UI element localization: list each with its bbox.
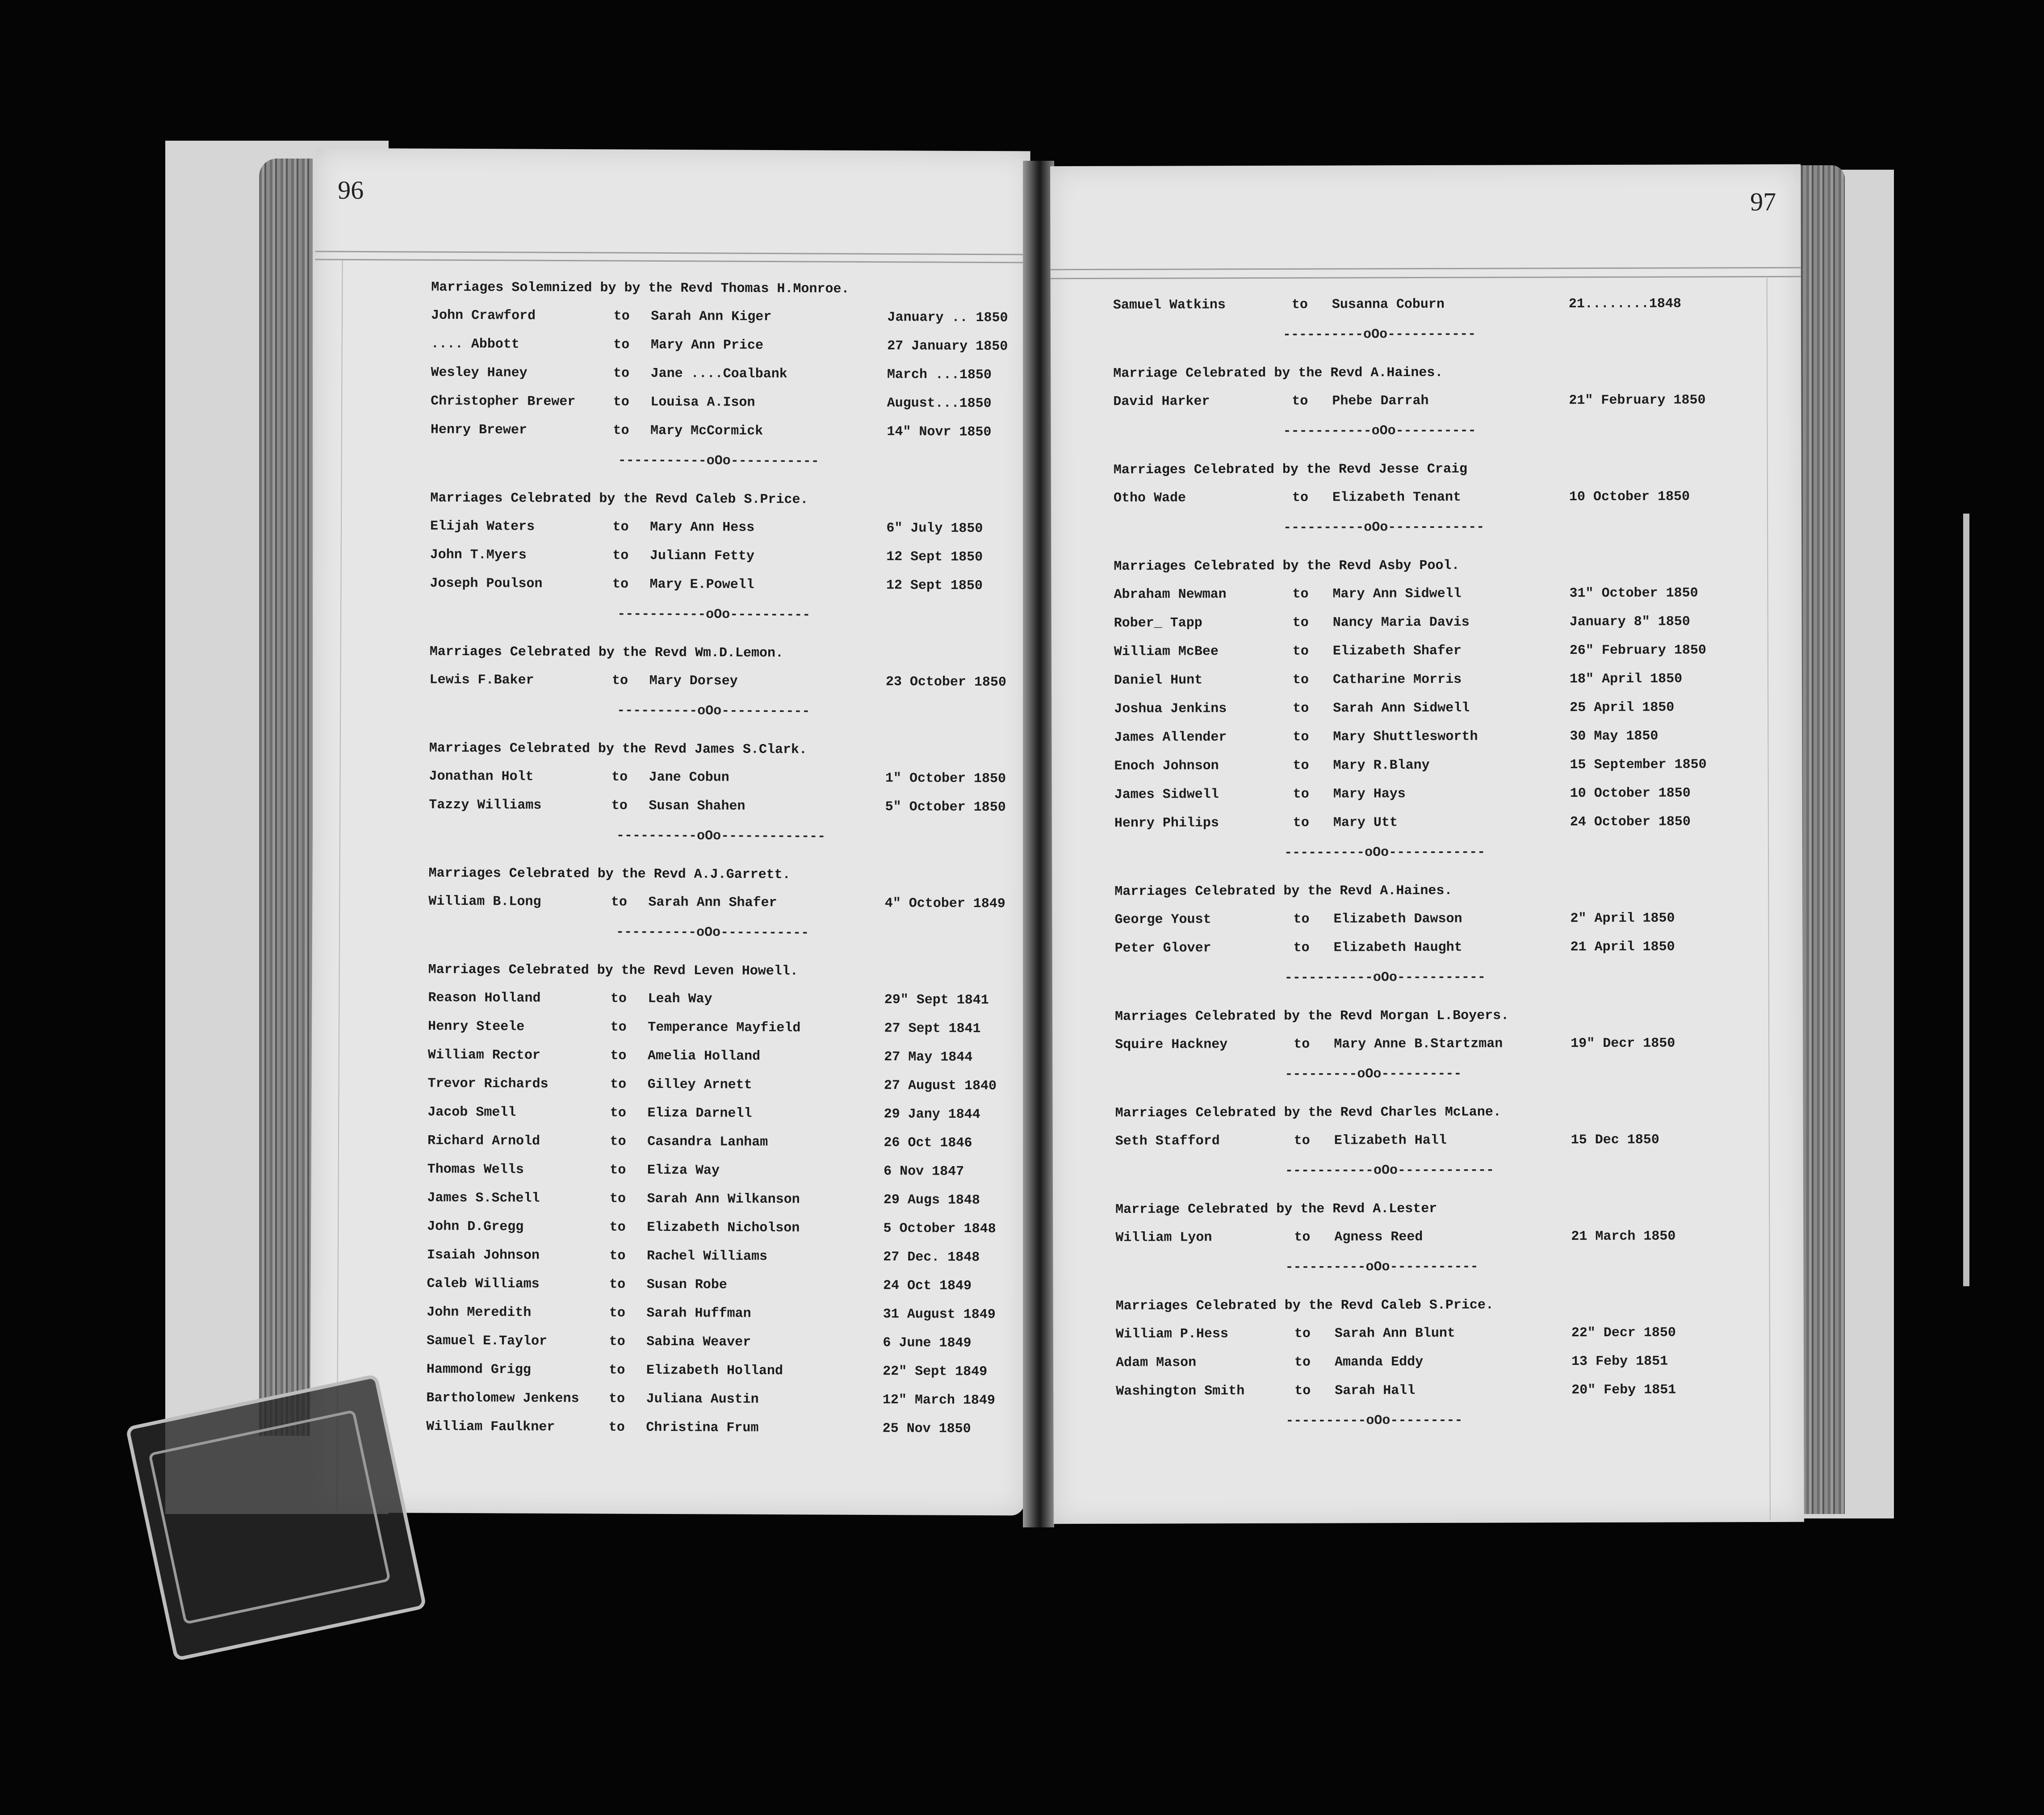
section-heading: Marriage Celebrated by the Revd A.Haines. — [1113, 365, 1443, 381]
section-heading: Marriages Celebrated by the Revd Caleb S.Price. — [430, 490, 808, 508]
bride-name: Mary Ann Sidwell — [1332, 586, 1462, 602]
marriage-date: 13 Feby 1851 — [1571, 1354, 1668, 1370]
connector-text: to — [612, 769, 628, 785]
groom-name: Jacob Smell — [427, 1104, 516, 1121]
bride-name: Mary Anne B.Startzman — [1334, 1036, 1503, 1052]
connector-text: to — [612, 548, 629, 564]
section-divider: ----------oOo--------- — [1286, 1413, 1463, 1429]
connector-text: to — [1293, 701, 1309, 716]
marriage-entry — [428, 984, 1009, 1015]
section-divider: ----------oOo------------- — [616, 828, 826, 845]
groom-name: Lewis F.Baker — [429, 672, 534, 688]
marriage-entry — [429, 762, 1009, 794]
section-divider: ----------oOo------------ — [1284, 845, 1486, 861]
section-divider: ----------oOo----------- — [616, 924, 809, 941]
bride-name: Eliza Darnell — [647, 1105, 752, 1121]
marriage-date: 10 October 1850 — [1569, 489, 1690, 505]
book-gutter — [1023, 161, 1054, 1527]
groom-name: James Allender — [1114, 730, 1227, 745]
bride-name: Nancy Maria Davis — [1332, 615, 1470, 631]
marriage-entry — [1116, 1376, 1741, 1406]
groom-name: Samuel Watkins — [1113, 297, 1226, 313]
groom-name: Daniel Hunt — [1114, 673, 1203, 688]
section-heading: Marriages Celebrated by the Revd Asby Pool. — [1114, 558, 1460, 574]
marriage-entry — [1115, 1125, 1741, 1156]
groom-name: Peter Glover — [1114, 941, 1211, 956]
bride-name: Mary McCormick — [650, 423, 763, 439]
marriage-entry — [1115, 1029, 1740, 1059]
marriage-entry — [427, 1070, 1008, 1101]
header-rule — [1051, 276, 1801, 279]
marriage-date: 25 April 1850 — [1570, 700, 1675, 716]
groom-name: Joseph Poulson — [430, 576, 543, 592]
section-divider: ----------oOo----------- — [1285, 1259, 1479, 1275]
section-divider: -----------oOo------------ — [1285, 1163, 1495, 1179]
connector-text: to — [610, 1048, 627, 1064]
bride-name: Elizabeth Shafer — [1332, 643, 1462, 659]
marriage-date: 10 October 1850 — [1570, 786, 1691, 802]
bride-name: Sarah Huffman — [646, 1305, 751, 1322]
marriage-date: 5 October 1848 — [883, 1221, 996, 1237]
groom-name: Henry Steele — [428, 1019, 525, 1035]
marriage-entry — [427, 1098, 1008, 1129]
groom-name: .... Abbott — [431, 336, 519, 352]
groom-name: Samuel E.Taylor — [426, 1333, 548, 1349]
section-heading: Marriages Celebrated by the Revd Charles McLane. — [1115, 1104, 1501, 1121]
groom-name: John Crawford — [431, 308, 536, 324]
marriage-entry — [427, 1241, 1008, 1272]
connector-text: to — [613, 394, 629, 410]
groom-name: John Meredith — [427, 1305, 532, 1321]
groom-name: Joshua Jenkins — [1114, 701, 1227, 717]
groom-name: Isaiah Johnson — [427, 1247, 540, 1263]
right-page — [1050, 164, 1804, 1524]
marriage-date: 25 Nov 1850 — [882, 1421, 971, 1437]
bride-name: Agness Reed — [1334, 1230, 1423, 1245]
marriage-date: 23 October 1850 — [885, 674, 1007, 690]
register-section — [430, 274, 1012, 483]
connector-text: to — [610, 1020, 627, 1035]
groom-name: Thomas Wells — [427, 1162, 524, 1178]
bride-name: Amelia Holland — [647, 1048, 761, 1064]
groom-name: Otho Wade — [1113, 490, 1186, 506]
bride-name: Elizabeth Dawson — [1333, 911, 1462, 927]
marriage-entry — [1113, 289, 1738, 320]
groom-name: Caleb Williams — [427, 1276, 540, 1292]
bride-name: Elizabeth Haught — [1333, 940, 1462, 956]
register-section — [1113, 358, 1739, 452]
marriage-date: 29 Augs 1848 — [883, 1192, 980, 1209]
section-divider: ----------oOo----------- — [1282, 326, 1476, 343]
groom-name: Reason Holland — [428, 990, 541, 1006]
marriage-entry — [427, 1155, 1008, 1187]
marriage-entry — [426, 1384, 1007, 1415]
section-heading: Marriage Celebrated by the Revd A.Lester — [1115, 1201, 1437, 1217]
section-heading: Marriages Celebrated by the Revd A.J.Garrett. — [428, 866, 791, 883]
groom-name: Elijah Waters — [430, 519, 535, 535]
marriage-entry — [428, 1012, 1009, 1044]
marriage-entry — [1114, 779, 1740, 809]
connector-text: to — [1294, 1326, 1311, 1342]
marriage-date: 22" Decr 1850 — [1571, 1325, 1676, 1341]
groom-name: William B.Long — [428, 894, 541, 910]
marriage-entry — [427, 1327, 1007, 1358]
marriage-date: 14" Novr 1850 — [887, 424, 992, 440]
bride-name: Sarah Ann Shafer — [648, 895, 777, 911]
register-section — [1113, 289, 1738, 355]
groom-name: James S.Schell — [427, 1190, 540, 1206]
marriage-entry — [1114, 750, 1739, 781]
marriage-entry — [427, 1270, 1007, 1301]
bride-name: Susan Robe — [646, 1277, 727, 1293]
marriage-entry — [1114, 607, 1739, 638]
connector-text: to — [1294, 1037, 1310, 1052]
groom-name: John D.Gregg — [427, 1219, 524, 1235]
connector-text: to — [608, 1420, 625, 1435]
marriage-entry — [1113, 386, 1738, 416]
marriage-date: 29 Jany 1844 — [884, 1107, 980, 1123]
connector-text: to — [1294, 1355, 1311, 1370]
marriage-date: 30 May 1850 — [1570, 728, 1659, 744]
register-section — [429, 735, 1010, 858]
connector-text: to — [613, 309, 630, 324]
groom-name: James Sidwell — [1114, 787, 1219, 803]
groom-name: George Youst — [1114, 912, 1211, 928]
section-heading: Marriages Celebrated by the Revd Caleb S.Price. — [1115, 1297, 1494, 1314]
connector-text: to — [612, 673, 628, 689]
section-divider: ----------oOo----------- — [617, 703, 810, 719]
margin-rule — [336, 260, 343, 1510]
groom-name: Rober_ Tapp — [1114, 615, 1202, 631]
connector-text: to — [609, 1220, 626, 1235]
register-section — [1116, 1291, 1742, 1442]
header-rule — [315, 251, 1030, 255]
connector-text: to — [608, 1391, 625, 1407]
connector-text: to — [1293, 815, 1309, 831]
marriage-entry — [431, 301, 1012, 333]
groom-name: Washington Smith — [1116, 1384, 1245, 1399]
page-number: 97 — [1750, 187, 1776, 217]
register-section — [429, 638, 1010, 733]
bride-name: Jane ....Coalbank — [650, 366, 787, 382]
header-rule — [315, 259, 1030, 263]
connector-text: to — [1292, 490, 1309, 506]
register-section — [1115, 1194, 1741, 1288]
marriage-date: 24 October 1850 — [1570, 814, 1691, 830]
section-heading: Marriages Solemnized by by the Revd Thomas H.Monroe. — [431, 280, 850, 297]
connector-text: to — [1291, 297, 1308, 313]
bride-name: Sabina Weaver — [646, 1334, 751, 1350]
connector-text: to — [609, 1277, 626, 1292]
connector-text: to — [612, 577, 629, 592]
section-divider: ---------oOo---------- — [1285, 1066, 1462, 1082]
marriage-entry — [429, 791, 1009, 822]
connector-text: to — [609, 1248, 626, 1264]
register-section — [1114, 551, 1740, 874]
bride-name: Elizabeth Holland — [646, 1363, 783, 1379]
groom-name: Adam Mason — [1115, 1355, 1197, 1371]
connector-text: to — [609, 1363, 625, 1378]
left-page-content — [426, 274, 1012, 1448]
groom-name: Henry Brewer — [430, 422, 528, 438]
marriage-entry — [426, 1413, 1007, 1444]
marriage-date: 31 August 1849 — [883, 1307, 996, 1323]
section-heading: Marriages Celebrated by the Revd Morgan L.Boyers. — [1114, 1008, 1509, 1025]
bride-name: Susanna Coburn — [1332, 297, 1445, 313]
marriage-entry — [430, 541, 1011, 572]
page-clip-frame — [148, 1409, 391, 1625]
marriage-entry — [428, 1041, 1009, 1072]
groom-name: Trevor Richards — [427, 1076, 549, 1092]
register-section — [1114, 455, 1739, 548]
marriage-date: 2" April 1850 — [1570, 911, 1675, 927]
groom-name: Abraham Newman — [1114, 587, 1227, 602]
groom-name: Enoch Johnson — [1114, 758, 1219, 774]
register-section — [1115, 1001, 1741, 1095]
connector-text: to — [610, 1105, 626, 1121]
groom-name: Seth Stafford — [1115, 1133, 1220, 1149]
connector-text: to — [613, 366, 630, 381]
marriage-entry — [427, 1298, 1007, 1330]
marriage-entry — [1114, 579, 1739, 609]
groom-name: Wesley Haney — [431, 365, 528, 381]
section-divider: -----------oOo---------- — [1283, 423, 1476, 439]
groom-name: Richard Arnold — [427, 1133, 540, 1149]
margin-rule — [1767, 278, 1771, 1520]
register-section — [426, 956, 1009, 1444]
connector-text: to — [1293, 912, 1310, 927]
section-heading: Marriages Celebrated by the Revd Leven Howell. — [428, 962, 798, 979]
connector-text: to — [1294, 1383, 1311, 1399]
marriage-date: January 8" 1850 — [1569, 614, 1690, 630]
connector-text: to — [1292, 672, 1309, 688]
marriage-entry — [1114, 482, 1739, 513]
marriage-entry — [431, 330, 1012, 361]
page-edges-left — [259, 159, 313, 1436]
bride-name: Catharine Morris — [1332, 672, 1462, 688]
section-divider: ----------oOo------------ — [1283, 519, 1485, 535]
bride-name: Christina Frum — [646, 1420, 759, 1436]
bride-name: Sarah Ann Blunt — [1334, 1326, 1455, 1342]
marriage-date: 26 Oct 1846 — [884, 1135, 972, 1151]
marriage-date: 27 May 1844 — [884, 1050, 973, 1065]
groom-name: William Faulkner — [426, 1419, 555, 1435]
connector-text: to — [1292, 644, 1309, 659]
bride-name: Casandra Lanham — [647, 1134, 768, 1150]
connector-text: to — [1292, 393, 1308, 409]
bride-name: Eliza Way — [647, 1163, 720, 1179]
bride-name: Sarah Ann Wilkanson — [647, 1191, 800, 1208]
marriage-date: March ...1850 — [887, 367, 992, 383]
section-divider: -----------oOo----------- — [1284, 970, 1486, 986]
bride-name: Mary E.Powell — [649, 577, 754, 593]
bride-name: Phebe Darrah — [1332, 393, 1429, 409]
connector-text: to — [1292, 586, 1309, 602]
marriage-date: August...1850 — [887, 396, 992, 412]
groom-name: William Rector — [427, 1047, 540, 1063]
marriage-date: 21 March 1850 — [1571, 1229, 1676, 1245]
bride-name: Elizabeth Hall — [1334, 1133, 1447, 1149]
marriage-entry — [1114, 636, 1739, 666]
page-number: 96 — [338, 175, 364, 205]
bride-name: Louisa A.Ison — [650, 394, 755, 410]
connector-text: to — [610, 1163, 626, 1178]
ruler-strip — [1963, 514, 1969, 1286]
connector-text: to — [1294, 1133, 1310, 1149]
section-divider: -----------oOo---------- — [617, 606, 811, 623]
marriage-entry — [427, 1213, 1008, 1244]
marriage-date: 27 Sept 1841 — [884, 1021, 981, 1037]
bride-name: Sarah Hall — [1335, 1383, 1416, 1399]
marriage-date: 22" Sept 1849 — [883, 1364, 988, 1380]
marriage-entry — [428, 887, 1009, 919]
right-page-content — [1113, 289, 1742, 1446]
marriage-entry — [430, 569, 1010, 601]
connector-text: to — [612, 519, 629, 535]
marriage-entry — [430, 512, 1011, 544]
connector-text: to — [609, 1191, 626, 1207]
marriage-entry — [1114, 807, 1740, 838]
bride-name: Rachel Williams — [646, 1248, 768, 1264]
connector-text: to — [1294, 1230, 1311, 1245]
register-section — [1114, 876, 1740, 999]
bride-name: Mary Ann Price — [650, 337, 764, 353]
marriage-entry — [427, 1355, 1007, 1387]
section-divider: -----------oOo----------- — [618, 453, 819, 469]
groom-name: Jonathan Holt — [429, 769, 534, 785]
bride-name: Amanda Eddy — [1334, 1355, 1424, 1370]
groom-name: William Lyon — [1115, 1230, 1212, 1246]
register-section — [430, 485, 1011, 636]
connector-text: to — [611, 895, 627, 910]
marriage-entry — [1114, 904, 1740, 934]
marriage-date: 27 Dec. 1848 — [883, 1250, 980, 1266]
groom-name: Henry Philips — [1114, 815, 1219, 831]
bride-name: Sarah Ann Kiger — [651, 309, 772, 325]
connector-text: to — [609, 1334, 625, 1350]
bride-name: Juliana Austin — [646, 1391, 759, 1407]
groom-name: Squire Hackney — [1115, 1037, 1228, 1053]
bride-name: Mary Ann Hess — [650, 519, 755, 535]
bride-name: Leah Way — [648, 991, 712, 1007]
connector-text: to — [1293, 786, 1309, 802]
marriage-date: 24 Oct 1849 — [883, 1278, 972, 1294]
bride-name: Mary Shuttlesworth — [1333, 729, 1478, 745]
bride-name: Temperance Mayfield — [648, 1020, 801, 1036]
marriage-date: 21........1848 — [1568, 296, 1681, 312]
marriage-date: 19" Decr 1850 — [1571, 1036, 1675, 1052]
groom-name: Christopher Brewer — [431, 393, 576, 410]
section-heading: Marriages Celebrated by the Revd A.Haines. — [1114, 883, 1453, 899]
header-rule — [1051, 267, 1801, 270]
marriage-entry — [1114, 665, 1739, 695]
bride-name: Mary Dorsey — [649, 673, 738, 689]
marriage-date: 1" October 1850 — [885, 771, 1006, 787]
marriage-entry — [1115, 933, 1740, 963]
bride-name: Mary R.Blany — [1333, 757, 1430, 774]
marriage-date: 15 Dec 1850 — [1571, 1132, 1659, 1148]
marriage-entry — [431, 387, 1011, 418]
marriage-date: 18" April 1850 — [1569, 671, 1683, 687]
bride-name: Susan Shahen — [649, 798, 746, 814]
connector-text: to — [610, 991, 627, 1007]
marriage-date: 15 September 1850 — [1570, 757, 1707, 773]
marriage-date: 21" February 1850 — [1569, 393, 1706, 409]
marriage-date: 31" October 1850 — [1569, 585, 1698, 602]
bride-name: Juliann Fetty — [649, 548, 754, 564]
left-page — [310, 148, 1030, 1516]
marriage-date: 12 Sept 1850 — [886, 549, 983, 565]
connector-text: to — [610, 1077, 627, 1092]
connector-text: to — [609, 1305, 625, 1321]
connector-text: to — [613, 423, 629, 439]
register-section — [1115, 1098, 1741, 1192]
connector-text: to — [1293, 729, 1309, 745]
marriage-entry — [1116, 1318, 1741, 1349]
marriage-date: 21 April 1850 — [1570, 939, 1675, 955]
marriage-date: 6" July 1850 — [886, 521, 983, 537]
section-heading: Marriages Celebrated by the Revd Wm.D.Lemon. — [429, 644, 783, 661]
marriage-date: 20" Feby 1851 — [1571, 1382, 1676, 1398]
connector-text: to — [611, 798, 628, 814]
groom-name: John T.Myers — [430, 547, 527, 563]
connector-text: to — [1292, 615, 1309, 631]
bride-name: Mary Hays — [1333, 786, 1406, 802]
marriage-date: 6 Nov 1847 — [884, 1164, 964, 1179]
marriage-date: January .. 1850 — [887, 310, 1008, 326]
groom-name: Hammond Grigg — [426, 1362, 531, 1378]
bride-name: Sarah Ann Sidwell — [1333, 700, 1470, 716]
section-heading: Marriages Celebrated by the Revd Jesse Craig — [1113, 461, 1467, 478]
bride-name: Gilley Arnett — [647, 1077, 752, 1093]
marriage-date: 12 Sept 1850 — [886, 578, 983, 594]
marriage-entry — [427, 1184, 1008, 1215]
section-heading: Marriages Celebrated by the Revd James S.Clark. — [429, 740, 808, 758]
marriage-entry — [431, 416, 1011, 447]
groom-name: Tazzy Williams — [429, 797, 542, 813]
marriage-date: 27 January 1850 — [887, 339, 1008, 355]
marriage-entry — [1114, 722, 1739, 752]
groom-name: William P.Hess — [1115, 1326, 1228, 1342]
marriage-date: 27 August 1840 — [884, 1078, 997, 1094]
marriage-date: 26" February 1850 — [1569, 643, 1706, 659]
groom-name: David Harker — [1113, 394, 1210, 410]
marriage-entry — [1114, 693, 1739, 723]
marriage-entry — [429, 666, 1010, 697]
connector-text: to — [1293, 758, 1309, 774]
bride-name: Jane Cobun — [649, 769, 729, 786]
groom-name: William McBee — [1114, 644, 1219, 660]
marriage-date: 6 June 1849 — [883, 1335, 972, 1351]
connector-text: to — [610, 1134, 626, 1150]
register-section — [428, 860, 1009, 954]
marriage-entry — [1116, 1347, 1741, 1377]
groom-name: Bartholomew Jenkens — [426, 1390, 579, 1407]
connector-text: to — [1293, 940, 1310, 956]
marriage-date: 29" Sept 1841 — [884, 992, 989, 1008]
marriage-entry — [431, 359, 1011, 390]
bride-name: Elizabeth Nicholson — [647, 1220, 800, 1236]
marriage-date: 4" October 1849 — [884, 896, 1005, 912]
connector-text: to — [613, 337, 630, 353]
bride-name: Mary Utt — [1333, 815, 1398, 831]
marriage-entry — [1115, 1222, 1741, 1252]
marriage-date: 12" March 1849 — [882, 1393, 996, 1409]
bride-name: Elizabeth Tenant — [1332, 489, 1462, 506]
marriage-entry — [427, 1127, 1008, 1158]
marriage-date: 5" October 1850 — [885, 799, 1006, 815]
